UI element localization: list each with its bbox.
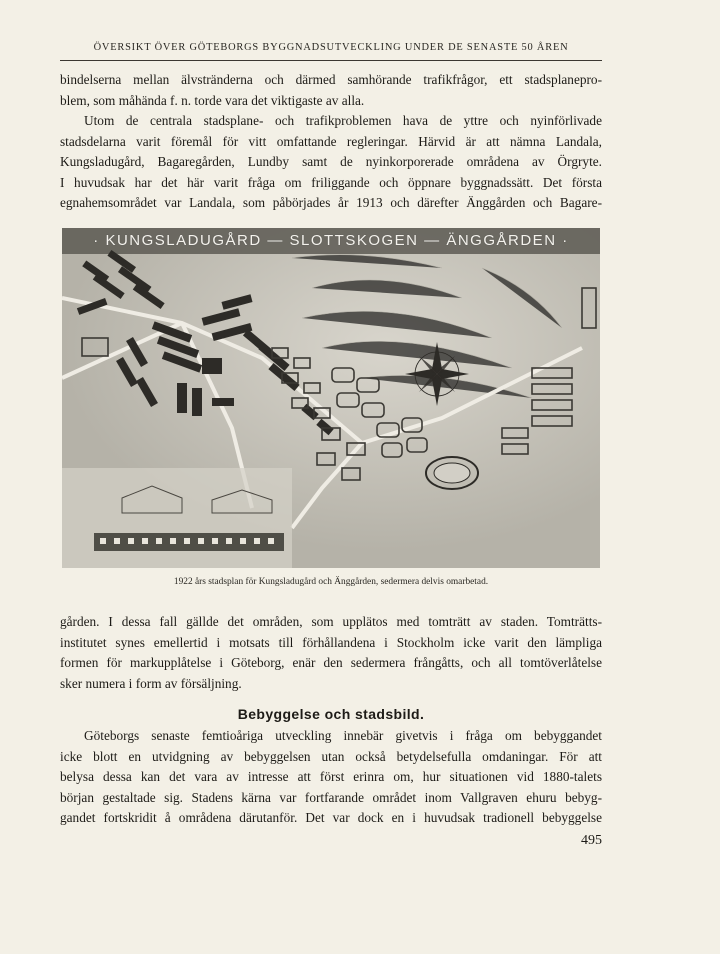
text-line: institutet synes emellertid i motsats till förhållandena i Stockholm icke varit den lämpliga [60, 634, 602, 650]
section-heading: Bebyggelse och stadsbild. [237, 706, 425, 722]
paragraph-1 [60, 70, 602, 111]
text-line: gården. I dessa fall gällde det områden, som upplätos med tomträtt av staden. Tomträtts- [60, 614, 602, 629]
header-rule [60, 60, 602, 61]
text-line: gandet fortskridit å områdena därutanför. Det var dock en i huvudsak tradionell bebyggelse [60, 810, 602, 826]
town-plan-figure [62, 228, 600, 568]
text-line: Kungsladugård, Bagaregården, Lundby samt de nyinkorporerade områdena av Örgryte. [60, 154, 602, 170]
paragraph-2 [60, 111, 602, 214]
figure-caption: 1922 års stadsplan för Kungsladugård och Änggården, sedermera delvis omarbetad. [173, 577, 489, 587]
paragraph-3 [60, 612, 602, 694]
town-plan-drawing [62, 228, 600, 568]
text-line: belysa dessa kan det vara av intresse att först erinra om, hur situationen vid 1880-talets [60, 769, 602, 785]
running-head: ÖVERSIKT ÖVER GÖTEBORGS BYGGNADSUTVECKLING UNDER DE SENASTE 50 ÅREN [93, 42, 569, 53]
page-number: 495 [581, 833, 602, 848]
text-line: Göteborgs senaste femtioåriga utveckling innebär givetvis i fråga om bebyggandet [84, 728, 602, 743]
text-line: bindelserna mellan älvstränderna och därmed samhörande trafikfrågor, ett stadsplanepro- [60, 72, 602, 87]
text-line: egnahemsområdet var Landala, som påbörjades år 1913 och därefter Änggården och Bagare- [60, 195, 602, 211]
text-line: I huvudsak har det här varit fråga om friliggande och öppnare byggnadssätt. Det första [60, 174, 602, 190]
paragraph-4 [60, 726, 602, 829]
text-line: början gestaltade sig. Stadens kärna var fortfarande området inom Vallgraven ehuru bebyg- [60, 789, 602, 805]
text-line: icke blott en utvidgning av bebyggelsen utan också betydelsefulla omdaningar. För att [60, 748, 602, 764]
figure-title: · KUNGSLADUGÅRD — SLOTTSKOGEN — ÄNGGÅRDEN · [93, 232, 569, 249]
text-line: sker numera i form av försäljning. [60, 675, 242, 691]
text-line: formen för markupplåtelse i Göteborg, enär den sedermera frångåtts, och all tomtöverlåtelse [60, 655, 602, 671]
text-line: blem, som måhända f. n. torde vara det viktigaste av alla. [60, 92, 365, 108]
text-line: Utom de centrala stadsplane- och trafikproblemen hava de yttre och nyinförlivade [84, 113, 602, 128]
text-line: stadsdelarna varit föremål för vitt omfattande regleringar. Härvid är att nämna Landala, [60, 133, 602, 149]
